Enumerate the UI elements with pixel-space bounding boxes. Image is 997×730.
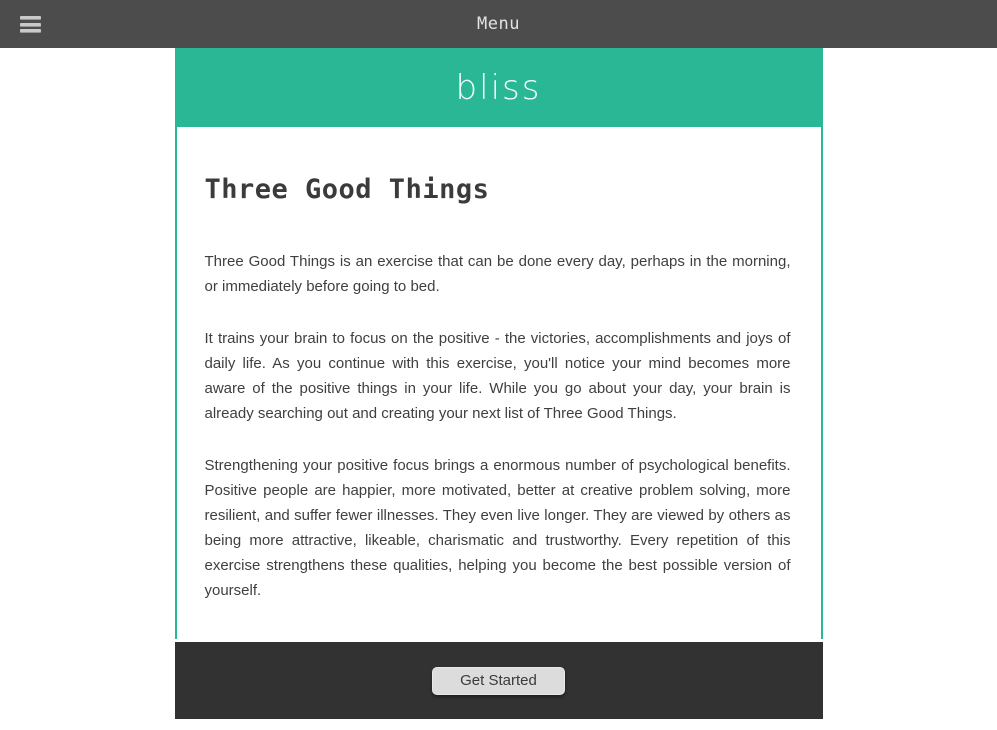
article-paragraph: Strengthening your positive focus brings a enormous number of psychological benefits. Positive people are happier, more motivated, better at creative problem solving, more resilient, and suffer fewer illnesses. They even live longer. They are viewed by others as being more attractive, likeable, charismatic and trustworthy. Every repetition of this exercise strengthens these qualities, helping you become the best possible version of yourself. — [204, 457, 791, 599]
content-column — [175, 48, 823, 719]
app-name: bliss — [455, 67, 542, 108]
page-title: Three Good Things — [204, 174, 490, 205]
top-bar — [0, 0, 997, 48]
article-paragraph: Three Good Things is an exercise that can be done every day, perhaps in the morning, or immediately before going to bed. — [204, 253, 791, 295]
article-paragraph: It trains your brain to focus on the positive - the victories, accomplishments and joys of daily life. As you continue with this exercise, you'll notice your mind becomes more aware of the positive things in your life. While you go about your day, your brain is already searching out and creating your next list of Three Good Things. — [204, 330, 791, 422]
menu-title: Menu — [477, 14, 520, 34]
get-started-button[interactable]: Get Started — [432, 667, 565, 695]
article-card — [175, 127, 823, 639]
app-header — [175, 48, 823, 127]
footer-bar — [175, 642, 823, 719]
